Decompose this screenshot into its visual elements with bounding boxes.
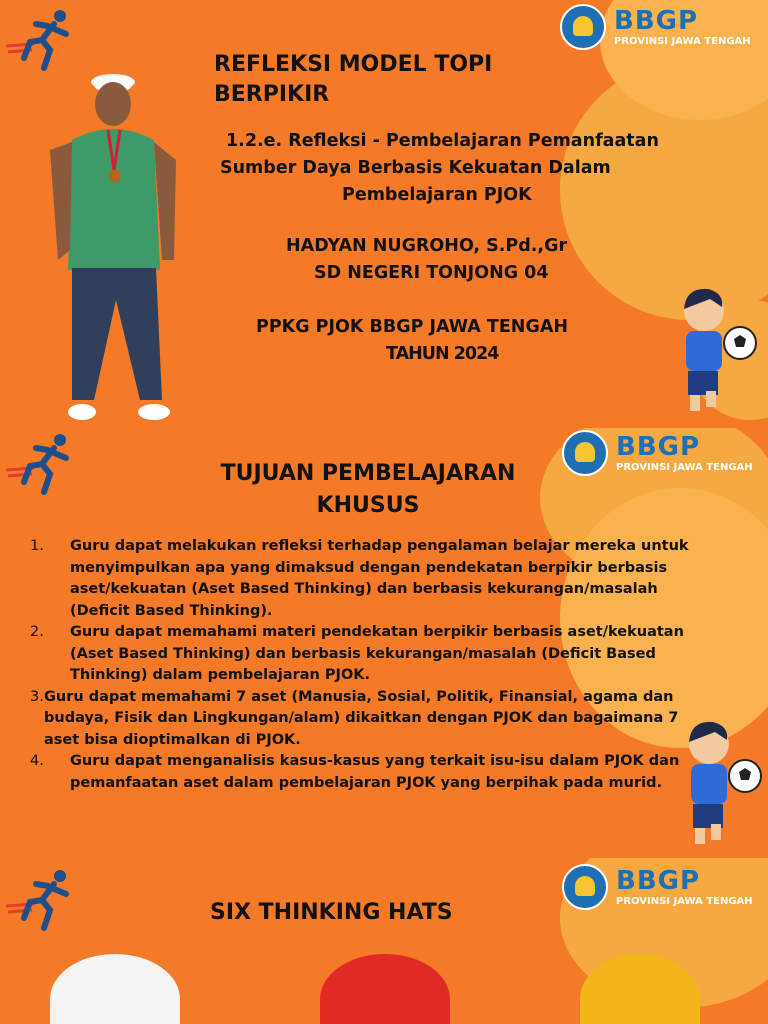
slide-objectives <box>0 428 768 858</box>
school-name: SD NEGERI TONJONG 04 <box>314 263 549 283</box>
tut-wuri-handayani-emblem-icon <box>562 864 608 910</box>
white-hat-icon <box>50 954 180 1024</box>
red-hat-icon <box>320 954 450 1024</box>
list-item: 2. Guru dapat memahami materi pendekatan berpikir berbasis aset/kekuatan (Aset Based Thinking) dan berbasis kekurangan/masalah (Deficit Based Thinking) dalam pembelajaran PJOK. <box>30 624 684 683</box>
program-info: PPKG PJOK BBGP JAWA TENGAH TAHUN 2024 <box>256 317 569 364</box>
cover-title: REFLEKSI MODEL TOPI BERPIKIR <box>214 52 493 107</box>
slide-cover <box>0 0 768 428</box>
objectives-title: TUJUAN PEMBELAJARAN KHUSUS <box>220 461 516 518</box>
six-hats-title: SIX THINKING HATS <box>210 900 453 925</box>
logo-name: BBGP <box>616 431 701 462</box>
logo-subtitle: PROVINSI JAWA TENGAH <box>614 35 751 47</box>
bbgp-logo <box>562 864 753 910</box>
list-item: 4. Guru dapat menganalisis kasus-kasus yang terkait isu-isu dalam PJOK dan pemanfaatan aset dalam pembelajaran PJOK yang berpihak pada murid. <box>30 753 680 791</box>
runner-icon <box>4 430 74 500</box>
author-name: HADYAN NUGROHO, S.Pd.,Gr <box>286 236 568 256</box>
author-info <box>286 233 567 287</box>
kid-football-icon <box>680 285 760 415</box>
logo-subtitle: PROVINSI JAWA TENGAH <box>616 461 753 473</box>
tut-wuri-handayani-emblem-icon <box>562 430 608 476</box>
runner-icon <box>4 6 74 76</box>
cover-subtitle: 1.2.e. Refleksi - Pembelajaran Pemanfaatan Sumber Daya Berbasis Kekuatan Dalam Pembelajaran PJOK <box>220 131 659 205</box>
list-item: 3. Guru dapat memahami 7 aset (Manusia, Sosial, Politik, Finansial, agama dan budaya, Fisik dan Lingkungan/alam) dikaitkan dengan PJOK dan bagaimana 7 aset bisa dioptimalkan di PJOK. <box>30 688 679 748</box>
bbgp-logo <box>560 4 751 50</box>
kid-football-icon <box>685 718 765 848</box>
tut-wuri-handayani-emblem-icon <box>560 4 606 50</box>
list-item: 1. Guru dapat melakukan refleksi terhadap pengalaman belajar mereka untuk menyimpulkan apa yang dimaksud dengan pendekatan berpikir berbasis aset/kekuatan (Aset Based Thinking) dan berbasis kekurangan/masalah (Deficit Based Thinking). <box>30 538 689 619</box>
bbgp-logo <box>562 430 753 476</box>
logo-subtitle: PROVINSI JAWA TENGAH <box>616 895 753 907</box>
teacher-photo <box>50 70 180 428</box>
objectives-list <box>30 536 690 794</box>
slide-six-hats <box>0 858 768 1024</box>
logo-name: BBGP <box>616 865 701 896</box>
logo-name: BBGP <box>614 5 699 36</box>
runner-icon <box>4 866 74 936</box>
